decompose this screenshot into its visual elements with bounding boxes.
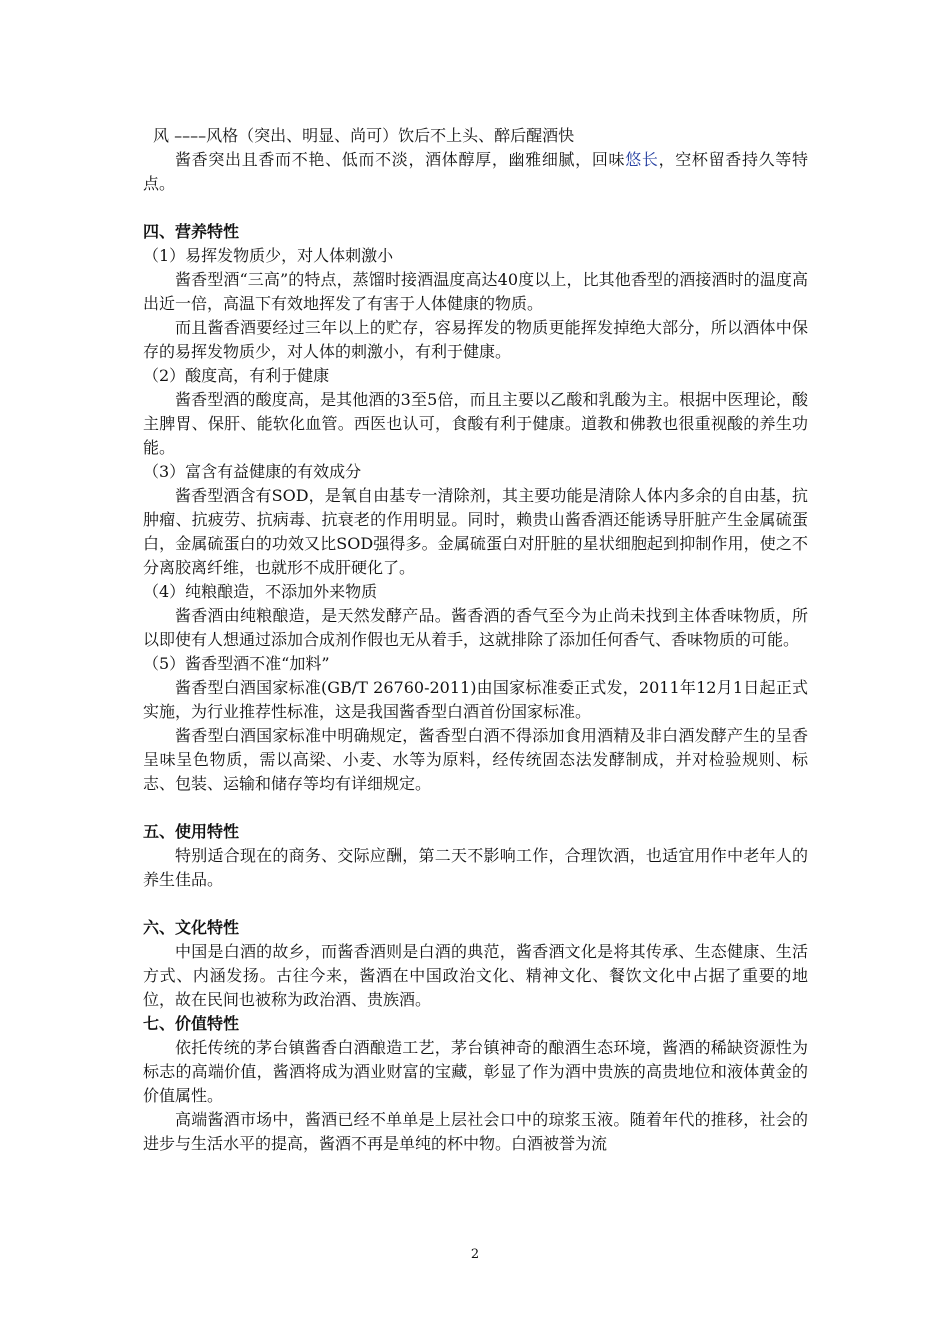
spacer [143,796,808,820]
section-6-para-1: 中国是白酒的故乡，而酱香酒则是白酒的典范，酱香酒文化是将其传承、生态健康、生活方式、内涵发扬。古往今来，酱酒在中国政治文化、精神文化、餐饮文化中占据了重要的地位，故在民间也被称为政治酒、贵族酒。 [143,942,808,1009]
page-number: 2 [470,1247,480,1262]
section-5-title: 五、使用特性 [143,822,240,841]
section-6-title: 六、文化特性 [143,918,240,937]
section-4-item-1-title: （1）易挥发物质少，对人体刺激小 [143,246,394,265]
section-4-item-4-title: （4）纯粮酿造，不添加外来物质 [143,582,378,601]
spacer [143,892,808,916]
page-body [143,124,808,1156]
section-5-para-1: 特别适合现在的商务、交际应酬，第二天不影响工作，合理饮酒，也适宜用作中老年人的养生佳品。 [143,846,808,889]
section-4-item-4-para-1: 酱香酒由纯粮酿造，是天然发酵产品。酱香酒的香气至今为止尚未找到主体香味物质，所以即使有人想通过添加合成剂作假也无从着手，这就排除了添加任何香气、香味物质的可能。 [143,606,808,649]
section-4-item-1-para-1: 酱香型酒“三高”的特点，蒸馏时接酒温度高达40度以上，比其他香型的酒接酒时的温度高出近一倍，高温下有效地挥发了有害于人体健康的物质。 [143,270,808,313]
section-7-para-2: 高端酱酒市场中，酱酒已经不单单是上层社会口中的琼浆玉液。随着年代的推移，社会的进步与生活水平的提高，酱酒不再是单纯的杯中物。白酒被誉为流 [143,1110,808,1153]
section-7-para-1: 依托传统的茅台镇酱香白酒酿造工艺，茅台镇神奇的酿酒生态环境，酱酒的稀缺资源性为标志的高端价值，酱酒将成为酒业财富的宝藏，彰显了作为酒中贵族的高贵地位和液体黄金的价值属性。 [143,1038,808,1105]
summary-link-text: 悠长 [625,150,659,169]
section-4-item-5-para-2: 酱香型白酒国家标准中明确规定，酱香型白酒不得添加食用酒精及非白酒发酵产生的呈香呈味呈色物质，需以高梁、小麦、水等为原料，经传统固态法发酵制成，并对检验规则、标志、包装、运输和储存等均有详细规定。 [143,726,808,793]
section-4-item-3-title: （3）富含有益健康的有效成分 [143,462,362,481]
section-4-item-5-para-1: 酱香型白酒国家标准(GB/T 26760-2011)由国家标准委正式发，2011年12月1日起正式实施，为行业推荐性标准，这是我国酱香型白酒首份国家标准。 [143,678,808,721]
section-4-item-3-para-1: 酱香型酒含有SOD，是氧自由基专一清除剂，其主要功能是清除人体内多余的自由基，抗肿瘤、抗疲劳、抗病毒、抗衰老的作用明显。同时，赖贵山酱香酒还能诱导肝脏产生金属硫蛋白，金属硫蛋白的功效又比SOD强得多。金属硫蛋白对肝脏的星状细胞起到抑制作用，使之不分离胶离纤维，也就形不成肝硬化了。 [143,486,808,577]
section-4-item-5-title: （5）酱香型酒不准“加料” [143,654,330,673]
feng-style-line: 风 ––––风格（突出、明显、尚可）饮后不上头、醉后醒酒快 [153,126,575,145]
section-4-title: 四、营养特性 [143,222,240,241]
section-4-item-2-title: （2）酸度高，有利于健康 [143,366,330,385]
section-4-item-1-para-2: 而且酱香酒要经过三年以上的贮存，容易挥发的物质更能挥发掉绝大部分，所以酒体中保存的易挥发物质少，对人体的刺激小，有利于健康。 [143,318,808,361]
summary-text-before: 酱香突出且香而不艳、低而不淡，酒体醇厚，幽雅细腻，回味 [175,150,626,169]
section-7-title: 七、价值特性 [143,1014,240,1033]
spacer [143,196,808,220]
summary-text-after: ，空杯留香持久等特点。 [143,150,808,193]
intro-summary [143,148,808,196]
section-4-item-2-para-1: 酱香型酒的酸度高，是其他酒的3至5倍，而且主要以乙酸和乳酸为主。根据中医理论，酸主脾胃、保肝、能软化血管。西医也认可，食酸有利于健康。道教和佛教也很重视酸的养生功能。 [143,390,808,457]
